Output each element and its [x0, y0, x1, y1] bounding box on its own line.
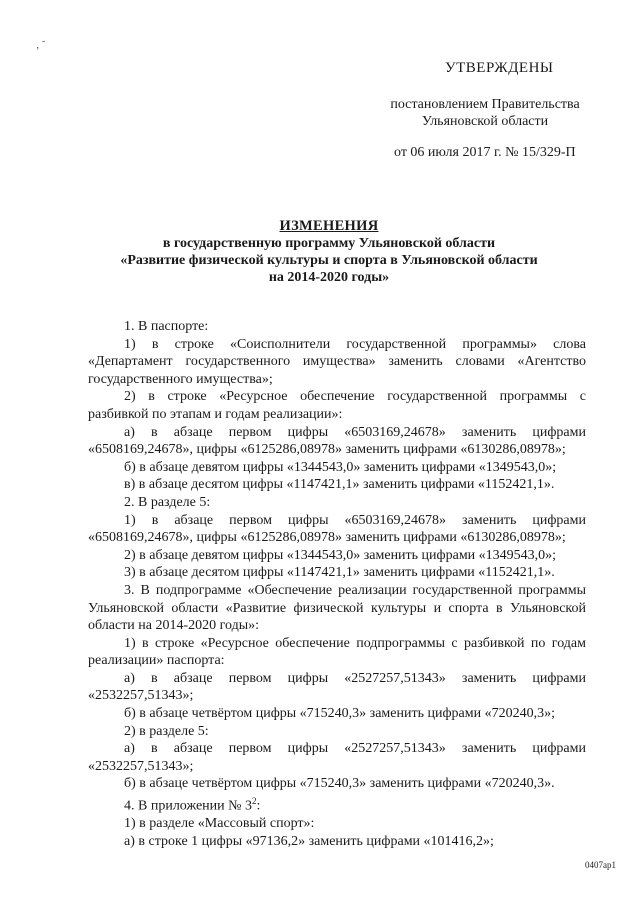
paragraph: б) в абзаце девятом цифры «1344543,0» заменить цифрами «1349543,0»;: [124, 459, 557, 475]
document-title: [90, 218, 568, 286]
paragraph: 2) в строке «Ресурсное обеспечение государственной программы с разбивкой по этапам и годам реализации»:: [88, 389, 586, 422]
paragraph: б) в абзаце четвёртом цифры «715240,3» заменить цифрами «720240,3».: [124, 776, 555, 792]
paragraph: 1) в абзаце первом цифры «6503169,24678» заменить цифрами «6508169,24678», цифры «6125286,08978» заменить цифрами «6130286,08978»;: [88, 512, 586, 546]
paragraph: 2) в абзаце девятом цифры «1344543,0» заменить цифрами «1349543,0»;: [124, 547, 557, 563]
title-line-1: в государственную программу Ульяновской области: [162, 236, 496, 251]
date-number: от 06 июля 2017 г. № 15/329-П: [394, 145, 576, 160]
paragraph: 3. В подпрограмме «Обеспечение реализации государственной программы Ульяновской области «Развитие физической культуры и спорта в Ульяновской области на 2014-2020 годы»:: [88, 582, 586, 634]
document-body: [88, 318, 586, 850]
appendix-superscript: 2: [252, 796, 257, 807]
resolution-line-1: постановлением Правительства: [390, 97, 580, 112]
paragraph: в) в абзаце десятом цифры «1147421,1» заменить цифрами «1152421,1».: [124, 477, 555, 493]
paragraph: 1) в строке «Ресурсное обеспечение подпрограммы с разбивкой по годам реализации» паспорта:: [88, 635, 586, 669]
title-line-2: «Развитие физической культуры и спорта в Ульяновской области: [120, 253, 538, 268]
paragraph: 3) в абзаце десятом цифры «1147421,1» заменить цифрами «1152421,1».: [124, 565, 555, 581]
paragraph: б) в абзаце четвёртом цифры «715240,3» заменить цифрами «720240,3»;: [124, 706, 555, 722]
paragraph: 2. В разделе 5:: [124, 494, 211, 510]
title-line-3: на 2014-2020 годы»: [268, 270, 390, 285]
title-heading: ИЗМЕНЕНИЯ: [279, 218, 379, 234]
paragraph: а) в строке 1 цифры «97136,2» заменить цифрами «101416,2»;: [124, 833, 494, 849]
paragraph: 1) в строке «Соисполнители государственной программы» слова «Департамент государственного имущества» заменить словами «Агентство государственного имущества»;: [88, 336, 586, 387]
paragraph: 1) в разделе «Массовый спорт»:: [124, 816, 315, 832]
paragraph: а) в абзаце первом цифры «6503169,24678» заменить цифрами «6508169,24678», цифры «6125286,08978» заменить цифрами «6130286,08978»;: [88, 424, 586, 458]
paragraph-appendix: [88, 793, 586, 815]
paragraph: 2) в разделе 5:: [124, 723, 209, 739]
appendix-text: 4. В приложении № 3: [124, 798, 252, 814]
resolution-line-2: Ульяновской области: [421, 114, 549, 129]
footer-code: 0407ар1: [585, 860, 616, 870]
paragraph: 1. В паспорте:: [124, 319, 209, 334]
paragraph: а) в абзаце первом цифры «2527257,51343» заменить цифрами «2532257,51343»;: [88, 741, 586, 774]
resolution-block: [390, 96, 580, 130]
approved-stamp: УТВЕРЖДЕНЫ: [445, 60, 554, 76]
scan-marks: ‚ ˜: [36, 40, 46, 51]
appendix-colon: :: [256, 798, 261, 814]
paragraph: а) в абзаце первом цифры «2527257,51343» заменить цифрами «2532257,51343»;: [88, 670, 586, 704]
